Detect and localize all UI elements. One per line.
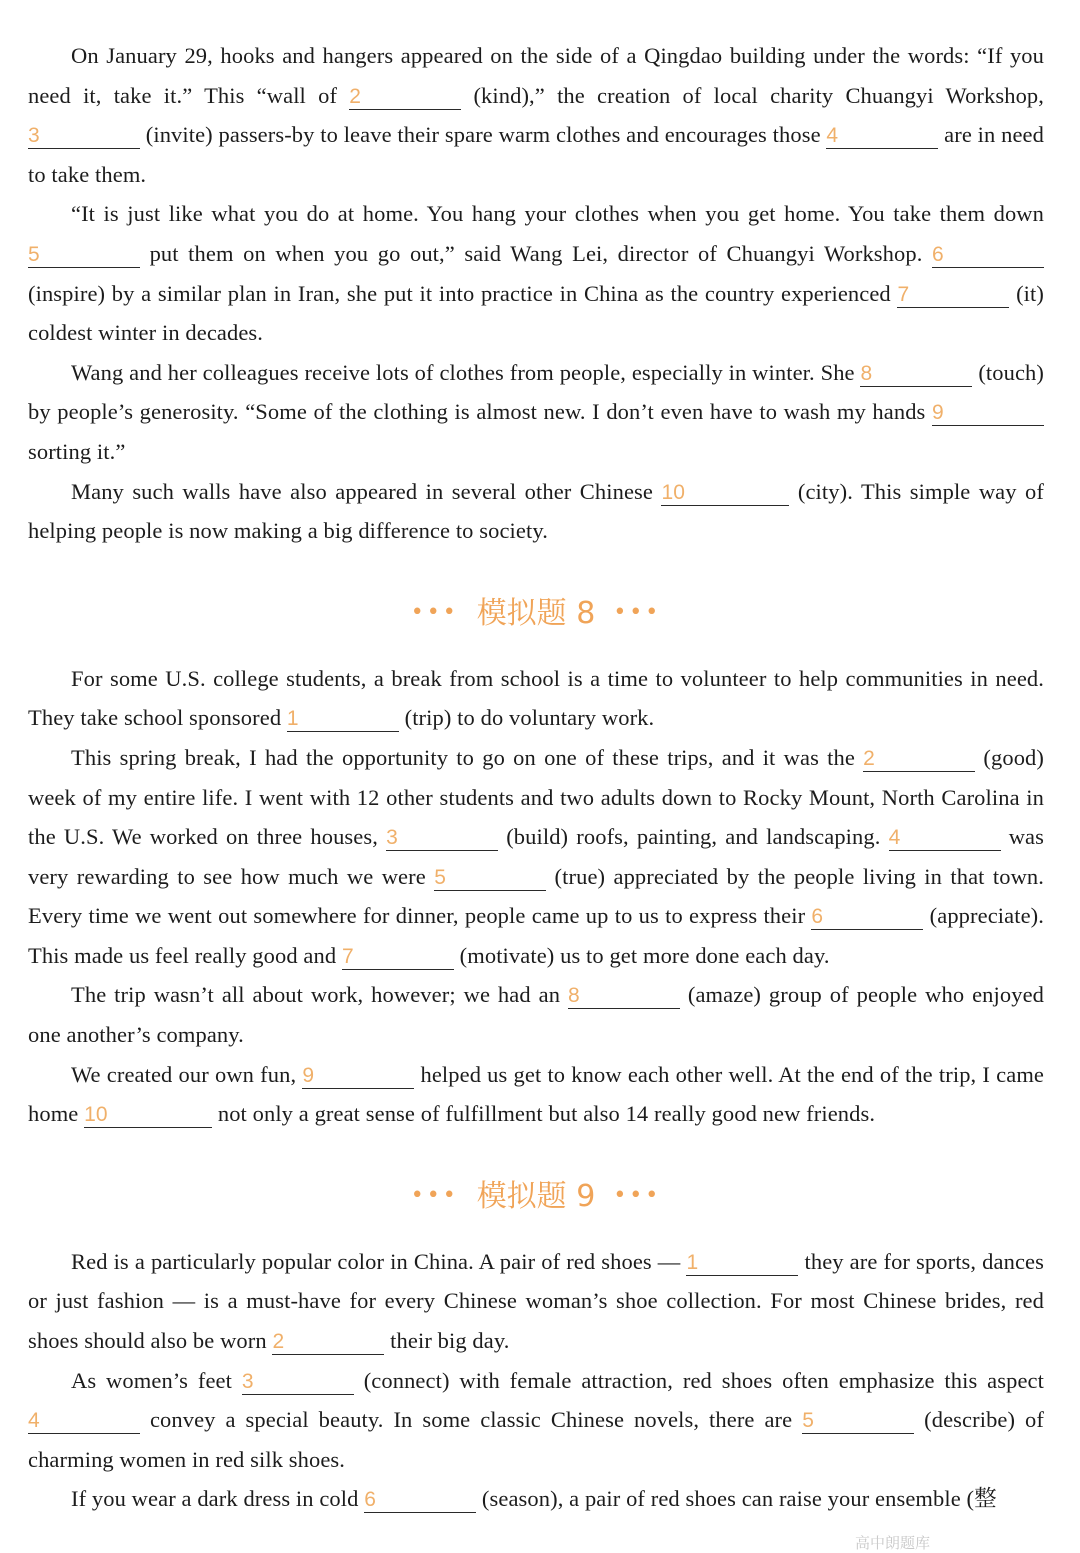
answer-blank-9: 9 xyxy=(932,401,1044,426)
answer-blank-5: 5 xyxy=(434,866,546,891)
text-run: (connect) with female attraction, red shoes often emphasize this aspect xyxy=(353,1367,1044,1393)
answer-blank-3: 3 xyxy=(242,1370,354,1395)
page xyxy=(28,36,1044,1519)
text-run: convey a special beauty. In some classic Chinese novels, there are xyxy=(140,1407,803,1433)
text-run: (kind),” the creation of local charity Chuangyi Workshop, xyxy=(461,82,1044,108)
paragraph xyxy=(28,36,1044,194)
answer-blank-7: 7 xyxy=(342,945,454,970)
text-run: (city). This simple way of helping people is now making a big difference to society. xyxy=(28,478,1044,544)
text-run: put them on when you go out,” said Wang Lei, director of Chuangyi Workshop. xyxy=(140,240,932,266)
text-run: For some U.S. college students, a break from school is a time to volunteer to help communities in need. They take school sponsored xyxy=(28,665,1044,731)
answer-blank-6: 6 xyxy=(364,1488,476,1513)
heading-dots-right: ••• xyxy=(613,599,662,625)
text-run: (good) week of my entire life. I went with 12 other students and two adults down to Rocky Mount, North Carolina in the U.S. We worked on three houses, xyxy=(28,744,1044,850)
text-run: Many such walls have also appeared in several other Chinese xyxy=(71,478,662,504)
text-run: Wang and her colleagues receive lots of clothes from people, especially in winter. She xyxy=(71,359,861,385)
section-9-heading xyxy=(28,1170,1044,1222)
answer-blank-6: 6 xyxy=(932,243,1044,268)
text-run: (true) appreciated by the people living in that town. Every time we went out somewhere for dinner, people came up to us to express their xyxy=(28,863,1045,929)
text-run: sorting it.” xyxy=(28,438,126,464)
paragraph xyxy=(28,975,1044,1054)
text-run: This spring break, I had the opportunity to go on one of these trips, and it was the xyxy=(71,744,864,770)
answer-blank-2: 2 xyxy=(272,1330,384,1355)
text-run: (amaze) group of people who enjoyed one another’s company. xyxy=(28,982,1045,1048)
answer-blank-4: 4 xyxy=(28,1409,140,1434)
answer-blank-4: 4 xyxy=(889,826,1001,851)
text-run: If you wear a dark dress in cold xyxy=(71,1486,365,1512)
heading-dots-right: ••• xyxy=(613,1182,662,1208)
text-run: (describe) of charming women in red silk shoes. xyxy=(28,1407,1044,1472)
text-run: The trip wasn’t all about work, however; we had an xyxy=(71,982,568,1008)
text-run: was very rewarding to see how much we were xyxy=(28,824,1044,889)
text-run: Red is a particularly popular color in China. A pair of red shoes — xyxy=(71,1248,687,1274)
paragraph xyxy=(28,194,1044,352)
paragraph xyxy=(28,472,1044,551)
answer-blank-6: 6 xyxy=(811,905,923,930)
answer-blank-10: 10 xyxy=(661,481,789,506)
text-run: (build) roofs, painting, and landscaping. xyxy=(498,824,889,850)
text-run: On January 29, hooks and hangers appeared on the side of a Qingdao building under the words: “If you need it, take it.” This “wall of xyxy=(28,43,1044,108)
answer-blank-1: 1 xyxy=(686,1251,798,1276)
text-run: We created our own fun, xyxy=(71,1061,303,1087)
passage-9 xyxy=(28,1242,1044,1519)
paragraph xyxy=(28,1361,1044,1480)
answer-blank-3: 3 xyxy=(28,124,140,149)
text-run: (it) coldest winter in decades. xyxy=(28,280,1044,346)
text-run: As women’s feet xyxy=(71,1367,242,1393)
watermark: 高中朗题库 xyxy=(855,1534,931,1552)
answer-blank-5: 5 xyxy=(28,243,140,268)
paragraph xyxy=(28,738,1044,976)
passage-8 xyxy=(28,659,1044,1134)
answer-blank-8: 8 xyxy=(568,984,680,1009)
paragraph xyxy=(28,353,1044,472)
paragraph xyxy=(28,659,1044,738)
answer-blank-8: 8 xyxy=(860,362,972,387)
answer-blank-7: 7 xyxy=(897,283,1009,308)
text-run: not only a great sense of fulfillment but also 14 really good new friends. xyxy=(212,1101,876,1127)
text-run: (trip) to do voluntary work. xyxy=(398,705,655,731)
text-run: (season), a pair of red shoes can raise your ensemble (整 xyxy=(476,1486,997,1512)
answer-blank-4: 4 xyxy=(826,124,938,149)
answer-blank-2: 2 xyxy=(863,747,975,772)
answer-blank-10: 10 xyxy=(84,1103,212,1128)
text-run: (touch) by people’s generosity. “Some of the clothing is almost new. I don’t even have to wash my hands xyxy=(28,359,1044,425)
text-run: “It is just like what you do at home. You hang your clothes when you get home. You take them down xyxy=(71,201,1044,227)
passage-7 xyxy=(28,36,1044,551)
text-run: they are for sports, dances or just fashion — is a must-have for every Chinese woman’s shoe collection. For most Chinese brides, red shoes should also be worn xyxy=(28,1248,1044,1354)
section-8-title: 模拟题 8 xyxy=(476,595,596,631)
answer-blank-2: 2 xyxy=(349,85,461,110)
answer-blank-3: 3 xyxy=(386,826,498,851)
text-run: (appreciate). This made us feel really good and xyxy=(28,903,1044,968)
paragraph xyxy=(28,1242,1044,1361)
heading-dots-left: ••• xyxy=(410,1182,459,1208)
paragraph xyxy=(28,1055,1044,1134)
text-run: helped us get to know each other well. At the end of the trip, I came home xyxy=(28,1061,1045,1127)
text-run: are in need to take them. xyxy=(28,122,1044,187)
answer-blank-9: 9 xyxy=(302,1064,414,1089)
section-8-heading xyxy=(28,587,1044,639)
section-9-title: 模拟题 9 xyxy=(476,1178,596,1214)
text-run: (inspire) by a similar plan in Iran, she put it into practice in China as the country experienced xyxy=(28,280,898,306)
text-run: their big day. xyxy=(384,1328,510,1354)
answer-blank-1: 1 xyxy=(287,707,399,732)
text-run: (motivate) us to get more done each day. xyxy=(453,942,830,968)
text-run: (invite) passers-by to leave their spare warm clothes and encourages those xyxy=(140,122,827,148)
paragraph xyxy=(28,1479,1044,1519)
answer-blank-5: 5 xyxy=(802,1409,914,1434)
heading-dots-left: ••• xyxy=(410,599,459,625)
